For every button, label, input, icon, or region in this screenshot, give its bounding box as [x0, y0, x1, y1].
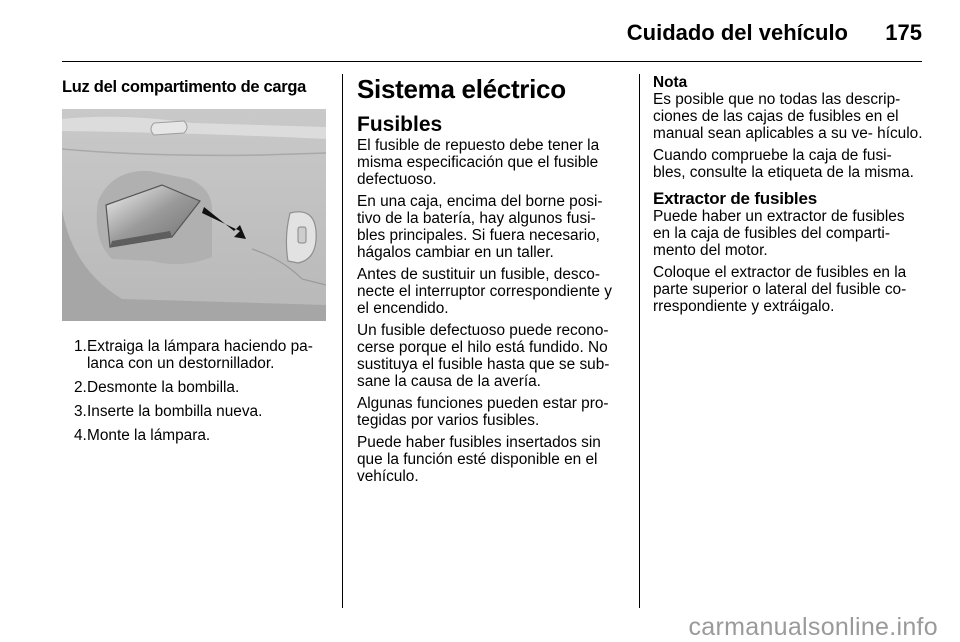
note-paragraph: Cuando compruebe la caja de fusi- bles, consulte la etiqueta de la misma.	[653, 147, 914, 181]
column-divider-2	[639, 74, 640, 608]
note-label: Nota	[653, 74, 688, 91]
column-1	[62, 74, 326, 451]
column-2	[357, 74, 623, 490]
paragraph: El fusible de repuesto debe tener la misma especificación que el fusible defectuoso.	[357, 137, 600, 188]
cargo-light-figure	[62, 109, 326, 321]
step-item: 1. Extraiga la lámpara haciendo pa- lanca con un destornillador.	[74, 338, 313, 372]
paragraph: En una caja, encima del borne posi- tivo de la batería, hay algunos fusi- bles principales. Si fuera necesario, hágalos cambiar en un taller.	[357, 193, 603, 261]
note-paragraph: Es posible que no todas las descrip- ciones de las cajas de fusibles en el manual sean aplicables a su ve- hículo.	[653, 91, 923, 142]
step-item: 2. Desmonte la bombilla.	[74, 379, 240, 396]
paragraph: Puede haber un extractor de fusibles en la caja de fusibles del comparti- mento del motor.	[653, 208, 905, 259]
step-item: 4. Monte la lámpara.	[74, 427, 211, 444]
paragraph: Un fusible defectuoso puede recono- cerse porque el hilo está fundido. No sustituya el fusible hasta que se sub- sane la causa de la avería.	[357, 322, 610, 390]
page-number: 175	[885, 20, 922, 45]
paragraph: Algunas funciones pueden estar pro- tegidas por varios fusibles.	[357, 395, 609, 429]
header-title: Cuidado del vehículo	[626, 20, 848, 45]
steps-list	[62, 338, 326, 444]
fuse-extractor-heading: Extractor de fusibles	[653, 189, 817, 208]
page-header	[62, 12, 922, 62]
cargo-light-illustration-icon	[62, 109, 326, 321]
column-divider-1	[342, 74, 343, 608]
paragraph: Antes de sustituir un fusible, desco- necte el interruptor correspondiente y el encendido.	[357, 266, 612, 317]
column-3	[653, 74, 923, 320]
electrical-system-title: Sistema eléctrico	[357, 74, 566, 104]
paragraph: Puede haber fusibles insertados sin que la función esté disponible en el vehículo.	[357, 434, 601, 485]
cargo-light-heading: Luz del compartimento de carga	[62, 78, 307, 96]
step-item: 3. Inserte la bombilla nueva.	[74, 403, 263, 420]
watermark: carmanualsonline.info	[688, 613, 938, 641]
fuses-subtitle: Fusibles	[357, 113, 443, 136]
paragraph: Coloque el extractor de fusibles en la parte superior o lateral del fusible co- rrespondiente y extráigalo.	[653, 264, 907, 315]
